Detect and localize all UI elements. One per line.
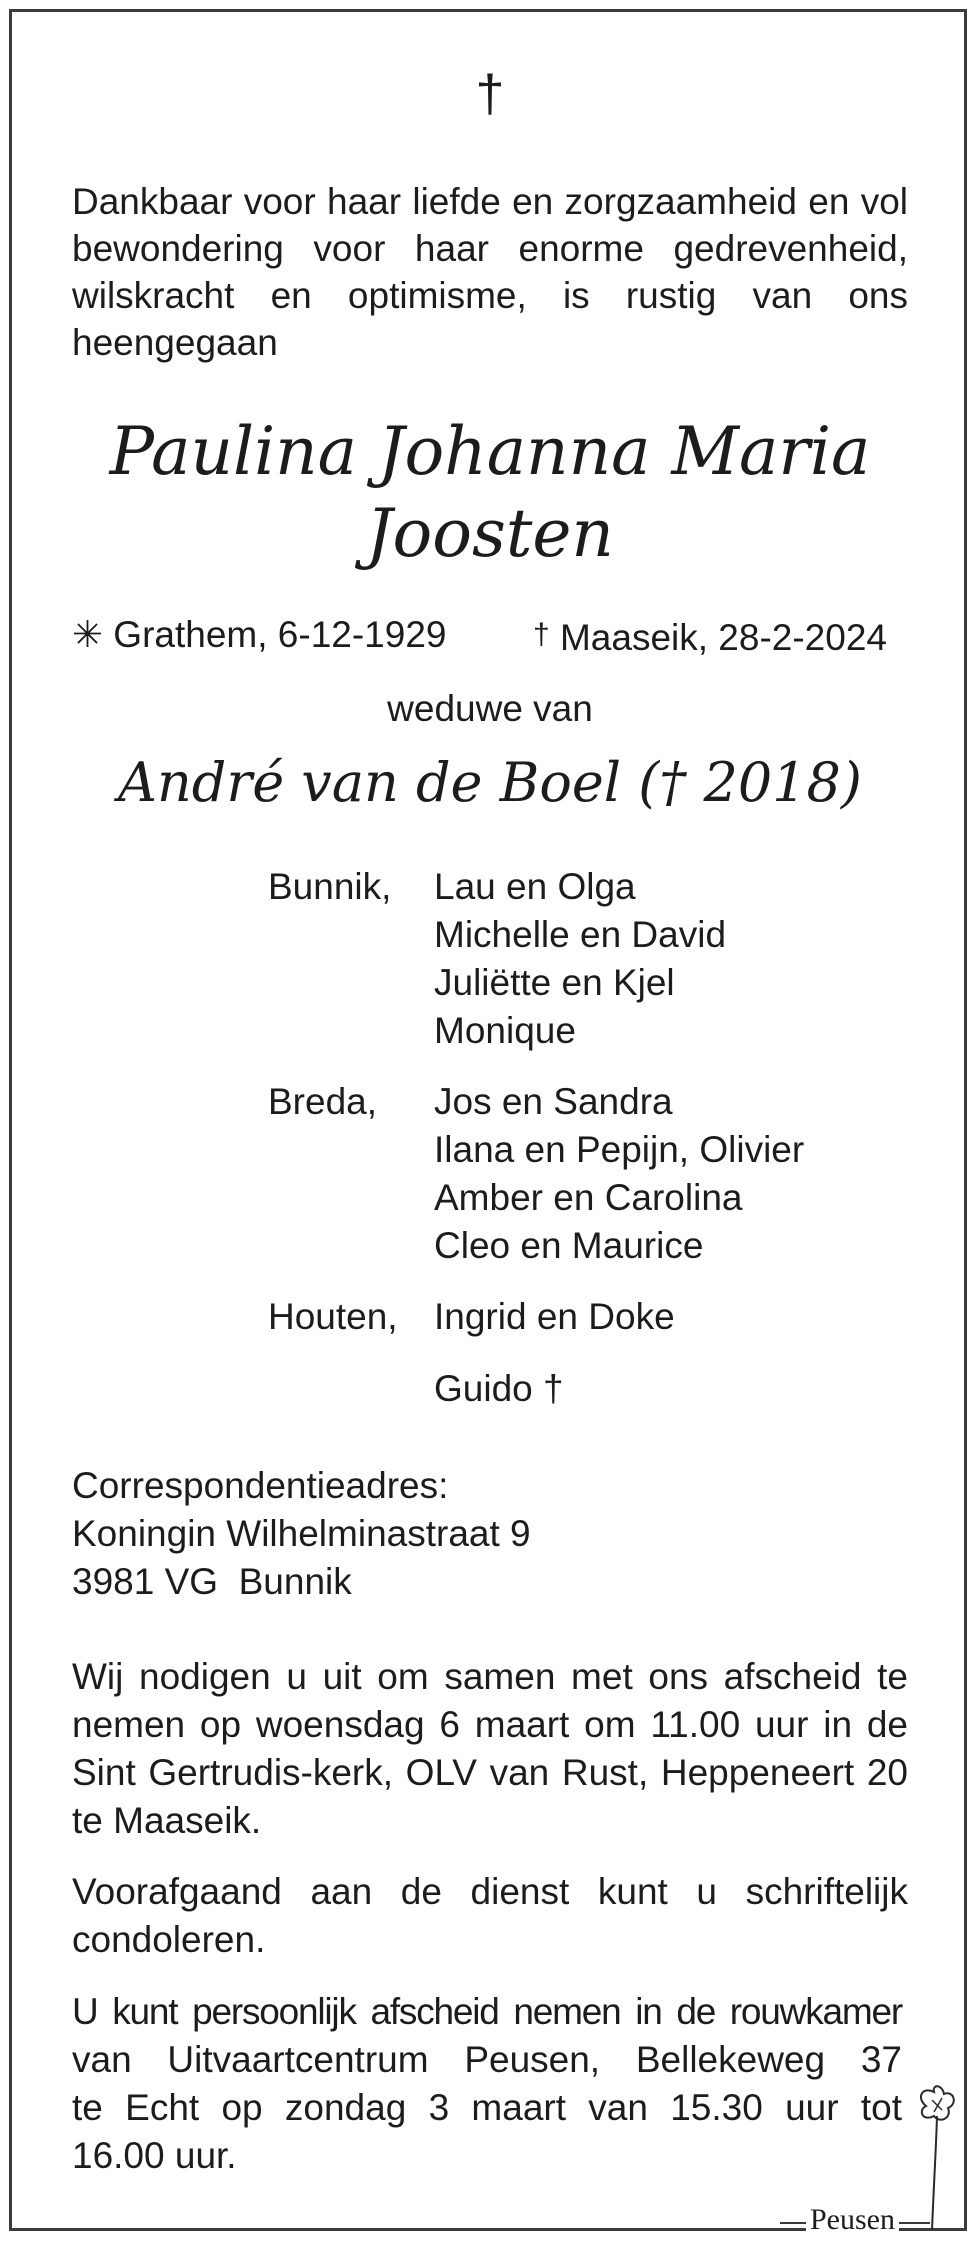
- widow-of-text: weduwe van: [387, 688, 593, 729]
- intro-line: heengegaan: [72, 322, 278, 363]
- farewell-line: te Echt op zondag 3 maart van 15.30 uur tot: [72, 2087, 902, 2128]
- farewell-text: [72, 1988, 902, 2180]
- farewell-line: 16.00 uur.: [72, 2135, 237, 2176]
- condolence-line: condoleren.: [72, 1919, 266, 1960]
- family-member: Monique: [434, 1010, 576, 1051]
- family-member: Jos en Sandra: [434, 1081, 673, 1122]
- intro-line: wilskracht en optimisme, is rustig van ons: [72, 275, 908, 316]
- death-info: [533, 612, 887, 661]
- family-place: Bunnik,: [268, 866, 392, 907]
- deceased-name-first: Paulina Johanna Maria: [109, 413, 871, 490]
- family-member: Cleo en Maurice: [434, 1225, 704, 1266]
- husband-name: André van de Boel († 2018): [118, 751, 862, 814]
- deceased-name-last: Joosten: [366, 495, 614, 572]
- correspondence-label: Correspondentieadres:: [72, 1465, 449, 1506]
- invitation-text: [72, 1653, 908, 1845]
- cross-icon: †: [475, 65, 505, 123]
- birth-info: [72, 612, 446, 658]
- family-member: Michelle en David: [434, 914, 727, 955]
- family-member: Ingrid en Doke: [434, 1296, 675, 1337]
- intro-line: bewondering voor haar enorme gedrevenheid,: [72, 228, 908, 269]
- family-member: Juliëtte en Kjel: [434, 962, 675, 1003]
- family-member: Amber en Carolina: [434, 1177, 743, 1218]
- family-place: Houten,: [268, 1296, 398, 1337]
- star-icon: ✳: [72, 614, 104, 655]
- condolence-text: [72, 1868, 908, 1964]
- family-member: Lau en Olga: [434, 866, 636, 907]
- cross-icon: †: [533, 618, 550, 651]
- guido-entry: Guido †: [434, 1368, 564, 1409]
- death-text: Maaseik, 28-2-2024: [559, 617, 887, 658]
- invitation-line: Sint Gertrudis-kerk, OLV van Rust, Heppeneert 20: [72, 1752, 908, 1793]
- logo-text: Peusen: [806, 2203, 899, 2237]
- invitation-line: nemen op woensdag 6 maart om 11.00 uur in de: [72, 1704, 908, 1745]
- intro-text: [72, 178, 908, 366]
- farewell-line: van Uitvaartcentrum Peusen, Bellekeweg 37: [72, 2039, 902, 2080]
- farewell-line: U kunt persoonlijk afscheid nemen in de rouwkamer: [72, 1991, 902, 2032]
- family-member: Ilana en Pepijn, Olivier: [434, 1129, 805, 1170]
- family-place: Breda,: [268, 1081, 378, 1122]
- correspondence-street: Koningin Wilhelminastraat 9: [72, 1513, 531, 1554]
- invitation-line: Wij nodigen u uit om samen met ons afscheid te: [72, 1656, 908, 1697]
- invitation-line: te Maaseik.: [72, 1800, 262, 1841]
- correspondence-city: 3981 VG Bunnik: [72, 1561, 352, 1602]
- flower-icon: [912, 2080, 962, 2230]
- birth-text: Grathem, 6-12-1929: [113, 614, 447, 655]
- condolence-line: Voorafgaand aan de dienst kunt u schriftelijk: [72, 1871, 908, 1912]
- intro-line: Dankbaar voor haar liefde en zorgzaamheid en vol: [72, 181, 908, 222]
